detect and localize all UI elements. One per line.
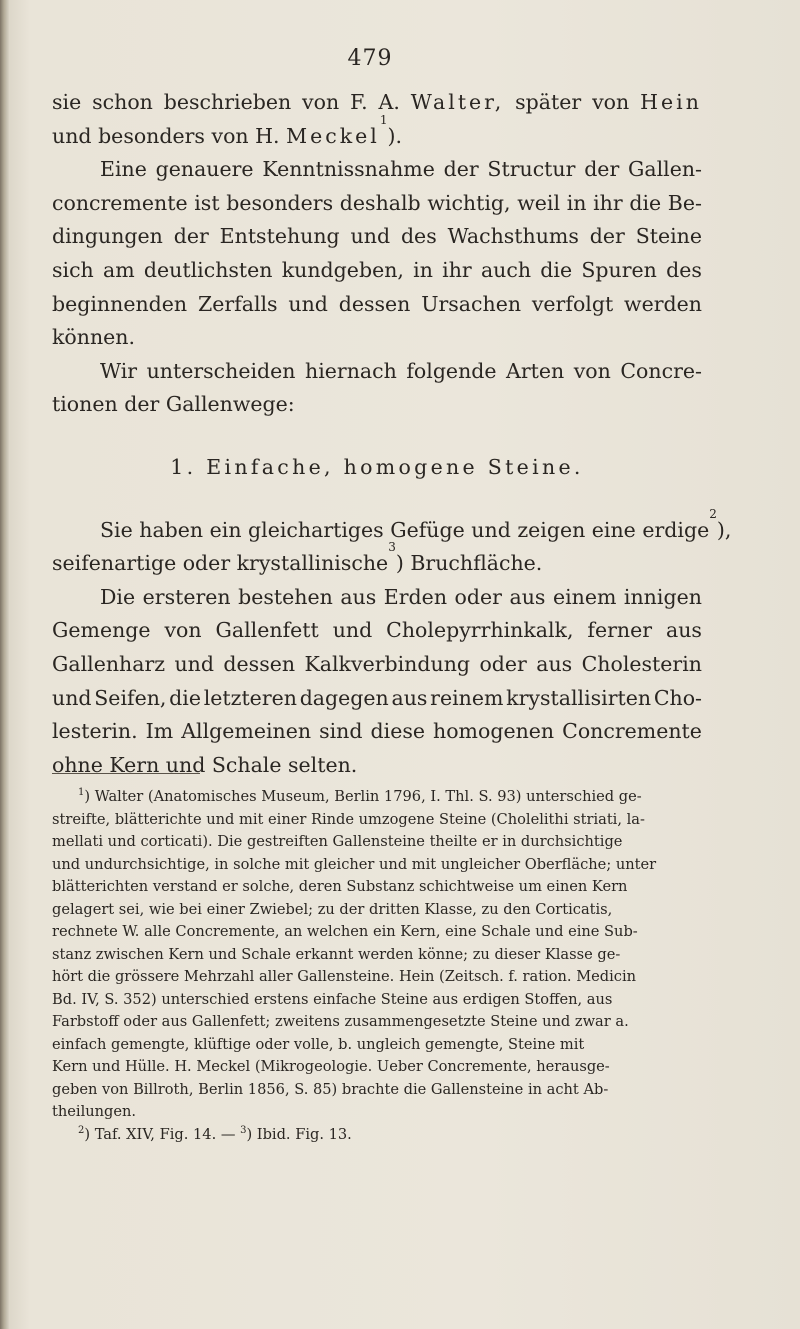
text-word: Cholepyrrhinkalk, bbox=[386, 618, 574, 643]
footnote-line bbox=[52, 1011, 704, 1034]
text-line bbox=[52, 112, 702, 154]
text-word: deshalb bbox=[339, 190, 421, 215]
text-word: wichtig, bbox=[427, 190, 511, 215]
text-word: Gallenwege: bbox=[165, 392, 295, 417]
text-word: seifenartige oder krystallinische bbox=[52, 551, 389, 576]
text-word: und bbox=[288, 291, 328, 316]
footnote-marker: 3 bbox=[240, 1124, 247, 1136]
text-word: die bbox=[629, 190, 662, 215]
text-word: ohne Kern und Schale selten. bbox=[52, 752, 358, 777]
text-word: Die bbox=[100, 584, 136, 609]
text-word: und undurchsichtige, in solche mit gleicher und mit ungleicher Oberfläche; unter bbox=[52, 855, 657, 873]
text-word: können. bbox=[52, 325, 136, 350]
text-word: aus bbox=[665, 618, 702, 643]
text-word: ) Bruchfläche. bbox=[395, 551, 543, 576]
text-word: sie bbox=[52, 90, 82, 114]
text-word: aus bbox=[340, 584, 377, 609]
text-word: Steine bbox=[635, 224, 702, 249]
text-word: von bbox=[164, 618, 202, 643]
footnote-line bbox=[52, 786, 704, 809]
text-line bbox=[52, 614, 702, 648]
text-word: A. bbox=[378, 90, 400, 114]
text-word: aus bbox=[391, 685, 428, 710]
text-line bbox=[52, 540, 702, 581]
text-word: hört die grössere Mehrzahl aller Gallensteine. Hein (Zeitsch. f. ration. Medicin bbox=[52, 968, 637, 985]
text-word: Entstehung bbox=[219, 224, 340, 249]
footnote-ref: 2 bbox=[709, 506, 717, 521]
text-word: Kern und Hülle. H. Meckel (Mikrogeologie. Ueber Concremente, herausge- bbox=[52, 1058, 610, 1075]
text-line bbox=[52, 388, 702, 422]
footnote-line bbox=[52, 921, 704, 944]
text-word: Sie haben ein gleichartiges Gefüge und zeigen eine erdige bbox=[100, 517, 710, 542]
text-word: Allgemeinen bbox=[181, 719, 312, 744]
text-word: werden bbox=[624, 291, 702, 316]
author-name: Walter, bbox=[410, 90, 505, 114]
text-word: von bbox=[211, 123, 249, 148]
text-word: Arten bbox=[506, 358, 565, 383]
text-word: reinem bbox=[430, 685, 504, 710]
footnote-line bbox=[52, 1056, 704, 1079]
text-word: Wachsthums bbox=[447, 224, 579, 249]
footnote-line bbox=[52, 1101, 704, 1124]
text-word: mellati und corticati). Die gestreiften Gallensteine theilte er in durchsichtige bbox=[52, 833, 623, 850]
text-word: schon bbox=[92, 90, 153, 114]
text-word: besonders bbox=[226, 190, 334, 215]
footnote-ref: 1 bbox=[379, 112, 388, 127]
footnote-line bbox=[52, 899, 704, 922]
text-word: Gemenge bbox=[52, 618, 151, 643]
footnote-ref: 3 bbox=[388, 540, 396, 555]
text-word: oder bbox=[454, 584, 502, 609]
footnote-line bbox=[52, 989, 704, 1012]
text-line bbox=[52, 153, 702, 187]
text-word: Wir bbox=[100, 358, 138, 383]
text-word: von bbox=[573, 358, 611, 383]
text-word: und bbox=[332, 618, 373, 643]
text-word: blätterichten verstand er solche, deren Substanz schichtweise um einen Kern bbox=[52, 878, 628, 895]
text-word: beschrieben bbox=[163, 90, 292, 114]
text-word: dessen bbox=[338, 291, 411, 316]
text-word: Kalkverbindung bbox=[304, 651, 471, 676]
text-word: verfolgt bbox=[531, 291, 614, 316]
text-line bbox=[52, 86, 702, 120]
text-word: lesterin. bbox=[52, 719, 138, 744]
text-word: Gallenharz bbox=[52, 651, 166, 676]
text-word: ferner bbox=[587, 618, 653, 643]
text-word: und bbox=[52, 685, 92, 710]
text-line bbox=[52, 506, 732, 548]
text-word: des bbox=[400, 224, 437, 249]
section-heading: 1. Einfache, homogene Steine. bbox=[170, 454, 584, 479]
text-word: die bbox=[169, 685, 201, 710]
page-number: 479 bbox=[347, 46, 393, 71]
text-word: Cholesterin bbox=[581, 651, 702, 676]
text-word: Ursachen bbox=[421, 291, 522, 316]
text-line bbox=[52, 220, 702, 254]
text-word: des bbox=[666, 257, 702, 282]
text-word: Farbstoff oder aus Gallenfett; zweitens zusammengesetzte Steine und zwar a. bbox=[52, 1013, 629, 1030]
text-line bbox=[52, 581, 702, 615]
text-word: Structur bbox=[487, 157, 576, 182]
text-word: ). bbox=[387, 123, 402, 148]
text-word: ihr bbox=[442, 257, 472, 282]
text-word: Seifen, bbox=[94, 685, 167, 710]
text-word: und bbox=[350, 224, 391, 249]
text-word: rechnete W. alle Concremente, an welchen ein Kern, eine Schale und eine Sub- bbox=[52, 923, 638, 940]
text-word: später bbox=[515, 90, 582, 114]
text-word: unterscheiden bbox=[146, 358, 296, 383]
text-word: Bd. IV, S. 352) unterschied erstens einfache Steine aus erdigen Stoffen, aus bbox=[52, 990, 613, 1008]
text-word: oder bbox=[479, 651, 527, 676]
text-word: deutlichsten bbox=[143, 257, 273, 282]
text-word: Concremente bbox=[562, 719, 702, 744]
footnote-divider bbox=[52, 773, 200, 774]
text-word: krystallisirten bbox=[506, 685, 652, 710]
footnote-line bbox=[52, 831, 704, 854]
text-word: besonders bbox=[98, 123, 205, 148]
text-line bbox=[52, 715, 702, 749]
author-name: Hein bbox=[640, 90, 702, 114]
text-word: bestehen bbox=[238, 584, 333, 609]
text-word: die bbox=[540, 257, 573, 282]
main-text bbox=[52, 86, 732, 782]
text-word: auch bbox=[480, 257, 532, 282]
text-word: Gallenfett bbox=[215, 618, 319, 643]
text-word: ) Walter (Anatomisches Museum, Berlin 1796, I. Thl. S. 93) unterschied ge- bbox=[84, 788, 642, 805]
text-word: ) Ibid. Fig. 13. bbox=[246, 1125, 352, 1143]
text-word: Cho- bbox=[653, 685, 702, 710]
text-word: kundgeben, bbox=[281, 257, 404, 282]
text-word: letzteren bbox=[203, 685, 297, 710]
text-word: homogenen bbox=[433, 719, 555, 744]
text-word: ) Taf. XIV, Fig. 14. — bbox=[84, 1125, 241, 1143]
text-word: der bbox=[443, 157, 479, 182]
text-word: beginnenden bbox=[52, 291, 188, 316]
text-word: ist bbox=[194, 190, 220, 215]
text-word: und bbox=[174, 651, 215, 676]
text-word: innigen bbox=[623, 584, 702, 609]
footnote-marker: 2 bbox=[78, 1124, 85, 1136]
text-word: von bbox=[302, 90, 340, 114]
author-name: Meckel bbox=[286, 123, 380, 148]
text-word: Kenntnissnahme bbox=[262, 157, 435, 182]
text-word: dingungen bbox=[52, 224, 163, 249]
text-word: Gallen- bbox=[628, 157, 702, 182]
text-line bbox=[52, 355, 702, 389]
text-word: tionen bbox=[52, 392, 118, 417]
text-word: sich bbox=[52, 257, 94, 282]
text-word: concremente bbox=[52, 190, 188, 215]
text-line bbox=[52, 682, 702, 716]
text-word: genauere bbox=[155, 157, 254, 182]
footnote-line bbox=[52, 876, 704, 899]
text-word: gelagert sei, wie bei einer Zwiebel; zu der dritten Klasse, zu den Corticatis, bbox=[52, 900, 613, 918]
text-word: ihr bbox=[593, 190, 623, 215]
text-word: der bbox=[584, 157, 620, 182]
text-word: der bbox=[173, 224, 209, 249]
text-word: von bbox=[592, 90, 630, 114]
text-line bbox=[52, 254, 702, 288]
footnotes bbox=[52, 786, 704, 1146]
footnote-line bbox=[52, 809, 704, 832]
text-word: Eine bbox=[100, 157, 147, 182]
text-word: folgende bbox=[406, 358, 497, 383]
text-word: stanz zwischen Kern und Schale erkannt werden könne; zu dieser Klasse ge- bbox=[52, 945, 621, 963]
text-word: der bbox=[124, 392, 160, 417]
text-word: und bbox=[52, 123, 92, 148]
text-word: weil bbox=[517, 190, 561, 215]
footnote-line bbox=[52, 1034, 704, 1057]
text-word: streifte, blätterichte und mit einer Rinde umzogene Steine (Cholelithi striati, la- bbox=[52, 810, 645, 828]
text-line bbox=[52, 749, 702, 783]
text-word: diese bbox=[370, 719, 425, 744]
footnote-line bbox=[52, 854, 704, 877]
text-word: geben von Billroth, Berlin 1856, S. 85) brachte die Gallensteine in acht Ab- bbox=[52, 1080, 609, 1098]
footnote-line bbox=[52, 1124, 704, 1147]
text-line bbox=[52, 648, 702, 682]
text-word: F. bbox=[350, 90, 368, 114]
text-word: dagegen bbox=[299, 685, 389, 710]
text-word: ), bbox=[716, 517, 732, 542]
text-word: Zerfalls bbox=[197, 291, 278, 316]
text-line bbox=[52, 187, 702, 221]
text-word: hiernach bbox=[305, 358, 397, 383]
text-word: theilungen. bbox=[52, 1103, 137, 1120]
text-word: Erden bbox=[383, 584, 448, 609]
text-word: Concre- bbox=[620, 358, 702, 383]
text-word: aus bbox=[509, 584, 546, 609]
text-word: dessen bbox=[223, 651, 296, 676]
text-word: am bbox=[103, 257, 135, 282]
footnote-line bbox=[52, 1079, 704, 1102]
footnote-line bbox=[52, 966, 704, 989]
text-word: Spuren bbox=[581, 257, 657, 282]
text-line bbox=[52, 288, 702, 322]
text-word: einem bbox=[552, 584, 617, 609]
text-word: in bbox=[566, 190, 587, 215]
text-word: sind bbox=[319, 719, 363, 744]
footnote-marker: 1 bbox=[78, 787, 85, 798]
text-word: in bbox=[413, 257, 433, 282]
page-binding-edge bbox=[0, 0, 9, 1329]
text-word: Im bbox=[145, 719, 174, 744]
text-line bbox=[52, 321, 702, 355]
text-word: Be- bbox=[667, 190, 702, 215]
footnote-line bbox=[52, 944, 704, 967]
text-word: einfach gemengte, klüftige oder volle, b. ungleich gemengte, Steine mit bbox=[52, 1035, 585, 1053]
text-word: H. bbox=[255, 123, 280, 148]
text-word: aus bbox=[536, 651, 573, 676]
text-word: ersteren bbox=[142, 584, 231, 609]
text-word: der bbox=[589, 224, 625, 249]
